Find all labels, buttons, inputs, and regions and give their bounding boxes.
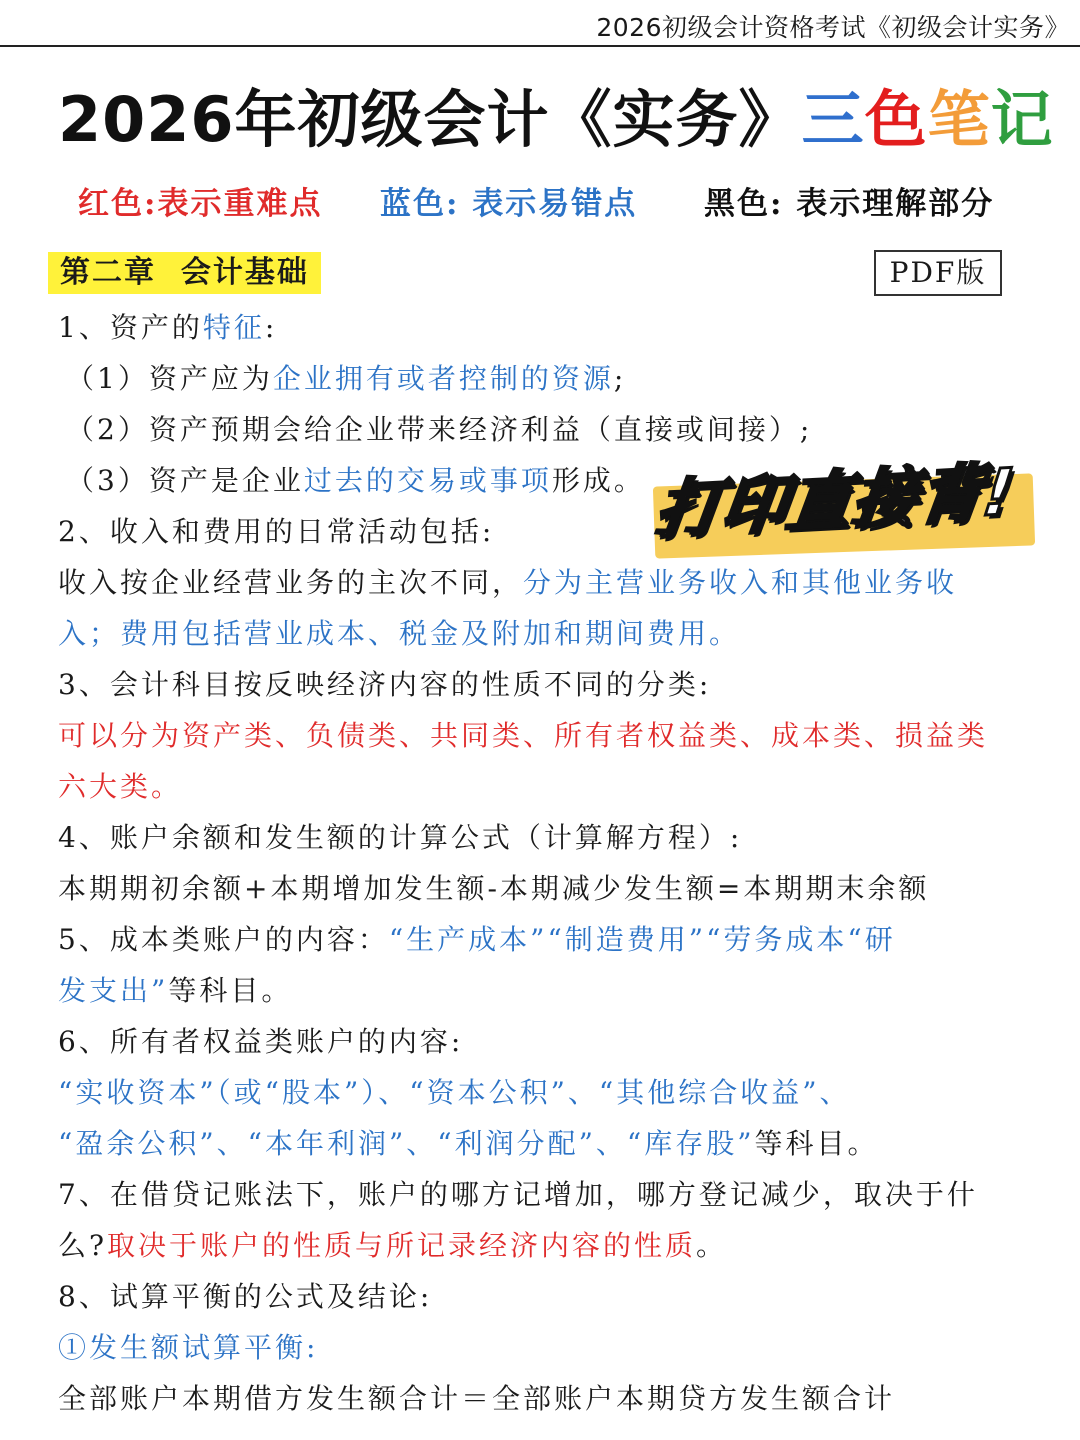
note-line-2 <box>58 353 1028 404</box>
line-text: （1）资产应为 <box>66 362 273 395</box>
legend-blue-key: 易错点 <box>538 186 638 222</box>
note-line-10 <box>58 761 1028 812</box>
line-text: 2、收入和费用的日常活动包括: <box>58 515 495 548</box>
legend-blue-label: 蓝色: 表示 <box>380 186 539 222</box>
note-line-14 <box>58 965 1028 1016</box>
line-text: 5、成本类账户的内容： <box>58 923 389 956</box>
note-line-7 <box>58 608 1028 659</box>
note-line-1 <box>58 302 1028 353</box>
title-char-bi: 笔 <box>927 83 991 156</box>
line-text: 1、资产的 <box>58 311 203 344</box>
note-line-19 <box>58 1220 1028 1271</box>
line-text: 4、账户余额和发生额的计算公式（计算解方程）: <box>58 821 743 854</box>
line-text: （2）资产预期会给企业带来经济利益（直接或间接）; <box>66 413 813 446</box>
note-line-18 <box>58 1169 1028 1220</box>
line-text-blue: “生产成本”“制造费用”“劳务成本“研 <box>388 923 896 956</box>
line-text: （3）资产是企业 <box>66 464 304 497</box>
line-text-blue: 入；费用包括营业成本、税金及附加和期间费用。 <box>58 617 741 650</box>
line-text: 6、所有者权益类账户的内容: <box>58 1025 464 1058</box>
title-main: 2026年初级会计《实务》 <box>58 83 802 156</box>
note-line-5 <box>58 506 1028 557</box>
line-text: 收入按企业经营业务的主次不同， <box>58 566 524 599</box>
line-text-blue: 企业拥有或者控制的资源 <box>272 362 614 395</box>
line-text-blue: 发支出” <box>58 974 169 1007</box>
line-text-blue: “盈余公积”、“本年利润”、“利润分配”、“库存股” <box>58 1127 755 1160</box>
title-char-se: 色 <box>864 83 928 156</box>
note-line-6 <box>58 557 1028 608</box>
note-line-22 <box>58 1373 1028 1424</box>
note-line-3 <box>58 404 1028 455</box>
note-line-8 <box>58 659 1028 710</box>
note-line-21 <box>58 1322 1028 1373</box>
page-header: 2026初级会计资格考试《初级会计实务》 <box>596 13 1070 42</box>
note-line-4 <box>58 455 1028 506</box>
pdf-badge: PDF版 <box>874 250 1002 296</box>
line-text: 等科目。 <box>168 974 293 1007</box>
line-text-blue: “实收资本”（或“股本”）、“资本公积”、“其他综合收益”、 <box>58 1076 851 1109</box>
legend-blue <box>380 178 637 223</box>
line-text: 全部账户本期借方发生额合计＝全部账户本期贷方发生额合计 <box>58 1382 896 1415</box>
note-line-17 <box>58 1118 1028 1169</box>
line-text: 么? <box>58 1229 108 1262</box>
line-text-blue: 特征 <box>202 311 265 344</box>
line-text-red: 六大类。 <box>58 770 183 803</box>
line-text: 7、在借贷记账法下，账户的哪方记增加，哪方登记减少，取决于什 <box>58 1178 978 1211</box>
title-char-ji: 记 <box>990 83 1054 156</box>
line-text: 8、试算平衡的公式及结论: <box>58 1280 433 1313</box>
print-stamp: 打印直接背! <box>651 455 1019 549</box>
line-text: 3、会计科目按反映经济内容的性质不同的分类: <box>58 668 712 701</box>
note-line-13 <box>58 914 1028 965</box>
chapter-heading: 第二章 会计基础 <box>48 252 321 294</box>
line-text: 等科目。 <box>754 1127 879 1160</box>
note-line-11 <box>58 812 1028 863</box>
legend-red <box>78 178 322 223</box>
note-line-9 <box>58 710 1028 761</box>
legend-black <box>704 178 994 223</box>
line-text-blue: 过去的交易或事项 <box>303 464 552 497</box>
note-line-20 <box>58 1271 1028 1322</box>
line-text-red: 取决于账户的性质与所记录经济内容的性质 <box>107 1229 697 1262</box>
line-text: ; <box>613 362 627 395</box>
line-text-blue: 分为主营业务收入和其他业务收 <box>523 566 958 599</box>
color-legend <box>0 178 1080 226</box>
legend-red-key: 重难点 <box>223 186 323 222</box>
notes-content <box>58 302 1028 1424</box>
note-line-15 <box>58 1016 1028 1067</box>
title-char-san: 三 <box>801 83 865 156</box>
note-line-12 <box>58 863 1028 914</box>
legend-red-label: 红色:表示 <box>78 186 224 222</box>
line-text: 。 <box>696 1229 728 1262</box>
line-text: 本期期初余额+本期增加发生额-本期减少发生额=本期期末余额 <box>58 872 930 905</box>
legend-black-label: 黑色: 表示理解部分 <box>704 186 995 222</box>
header-rule <box>0 45 1080 47</box>
note-line-16 <box>58 1067 1028 1118</box>
line-text: : <box>264 311 278 344</box>
page-title <box>58 70 1054 159</box>
line-text-blue: ①发生额试算平衡: <box>58 1331 319 1364</box>
line-text: 形成。 <box>551 464 645 497</box>
line-text-red: 可以分为资产类、负债类、共同类、所有者权益类、成本类、损益类 <box>58 719 989 752</box>
